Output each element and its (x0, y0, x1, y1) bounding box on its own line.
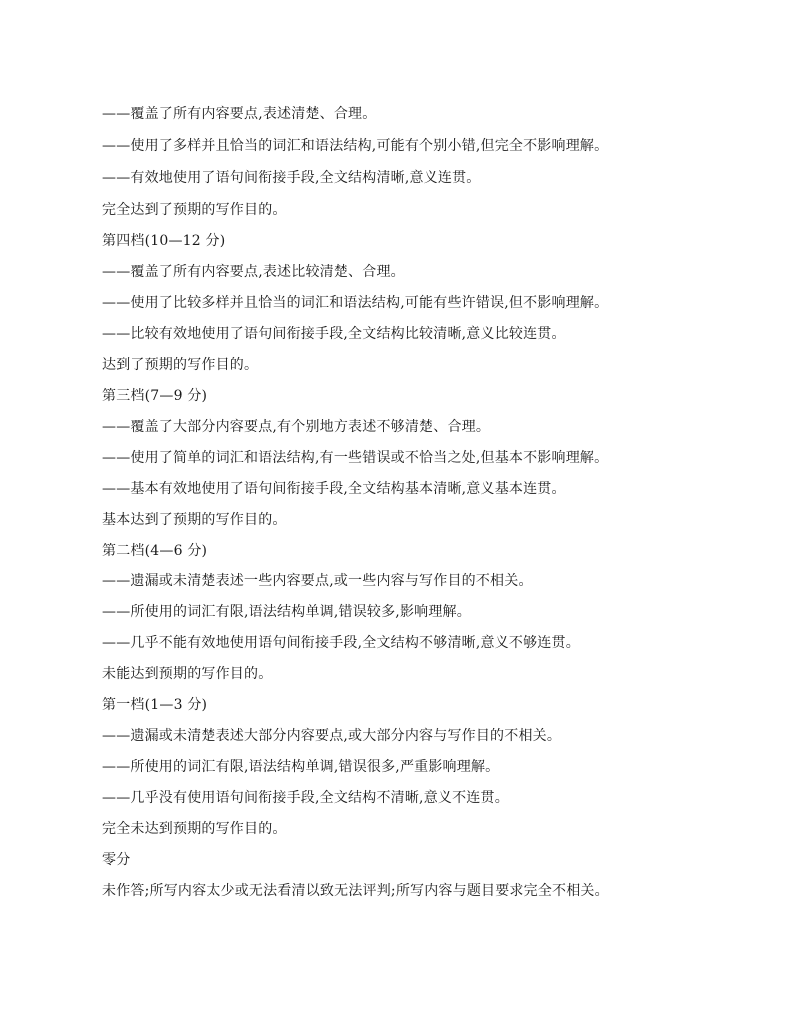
summary-line: 未能达到预期的写作目的。 (102, 666, 273, 682)
summary-line: 基本达到了预期的写作目的。 (102, 512, 287, 528)
criterion-line: ——有效地使用了语句间衔接手段,全文结构清晰,意义连贯。 (102, 170, 481, 186)
criterion-line: ——覆盖了大部分内容要点,有个别地方表述不够清楚、合理。 (102, 419, 491, 435)
criterion-line: ——遗漏或未清楚表述大部分内容要点,或大部分内容与写作目的不相关。 (102, 728, 562, 744)
criterion-line: ——所使用的词汇有限,语法结构单调,错误较多,影响理解。 (102, 604, 471, 620)
criterion-line: 未作答;所写内容太少或无法看清以致无法评判;所写内容与题目要求完全不相关。 (102, 883, 609, 899)
criterion-line: ——覆盖了所有内容要点,表述比较清楚、合理。 (102, 264, 405, 280)
criterion-line: ——使用了多样并且恰当的词汇和语法结构,可能有个别小错,但完全不影响理解。 (102, 138, 609, 154)
criterion-line: ——遗漏或未清楚表述一些内容要点,或一些内容与写作目的不相关。 (102, 573, 533, 589)
criterion-line: ——比较有效地使用了语句间衔接手段,全文结构比较清晰,意义比较连贯。 (102, 326, 566, 342)
grade-heading: 第一档(1—3 分) (102, 697, 208, 713)
criterion-line: ——覆盖了所有内容要点,表述清楚、合理。 (102, 106, 377, 122)
criterion-line: ——使用了简单的词汇和语法结构,有一些错误或不恰当之处,但基本不影响理解。 (102, 450, 609, 466)
criterion-line: ——使用了比较多样并且恰当的词汇和语法结构,可能有些许错误,但不影响理解。 (102, 295, 609, 311)
criterion-line: ——几乎不能有效地使用语句间衔接手段,全文结构不够清晰,意义不够连贯。 (102, 635, 580, 651)
grade-heading: 第三档(7—9 分) (102, 388, 208, 404)
criterion-line: ——所使用的词汇有限,语法结构单调,错误很多,严重影响理解。 (102, 759, 500, 775)
summary-line: 达到了预期的写作目的。 (102, 357, 259, 373)
criterion-line: ——基本有效地使用了语句间衔接手段,全文结构基本清晰,意义基本连贯。 (102, 481, 566, 497)
summary-line: 完全未达到预期的写作目的。 (102, 821, 287, 837)
grade-heading: 第二档(4—6 分) (102, 543, 208, 559)
grade-heading: 零分 (102, 852, 131, 868)
criterion-line: ——几乎没有使用语句间衔接手段,全文结构不清晰,意义不连贯。 (102, 790, 509, 806)
grade-heading: 第四档(10—12 分) (102, 233, 226, 249)
summary-line: 完全达到了预期的写作目的。 (102, 202, 287, 218)
